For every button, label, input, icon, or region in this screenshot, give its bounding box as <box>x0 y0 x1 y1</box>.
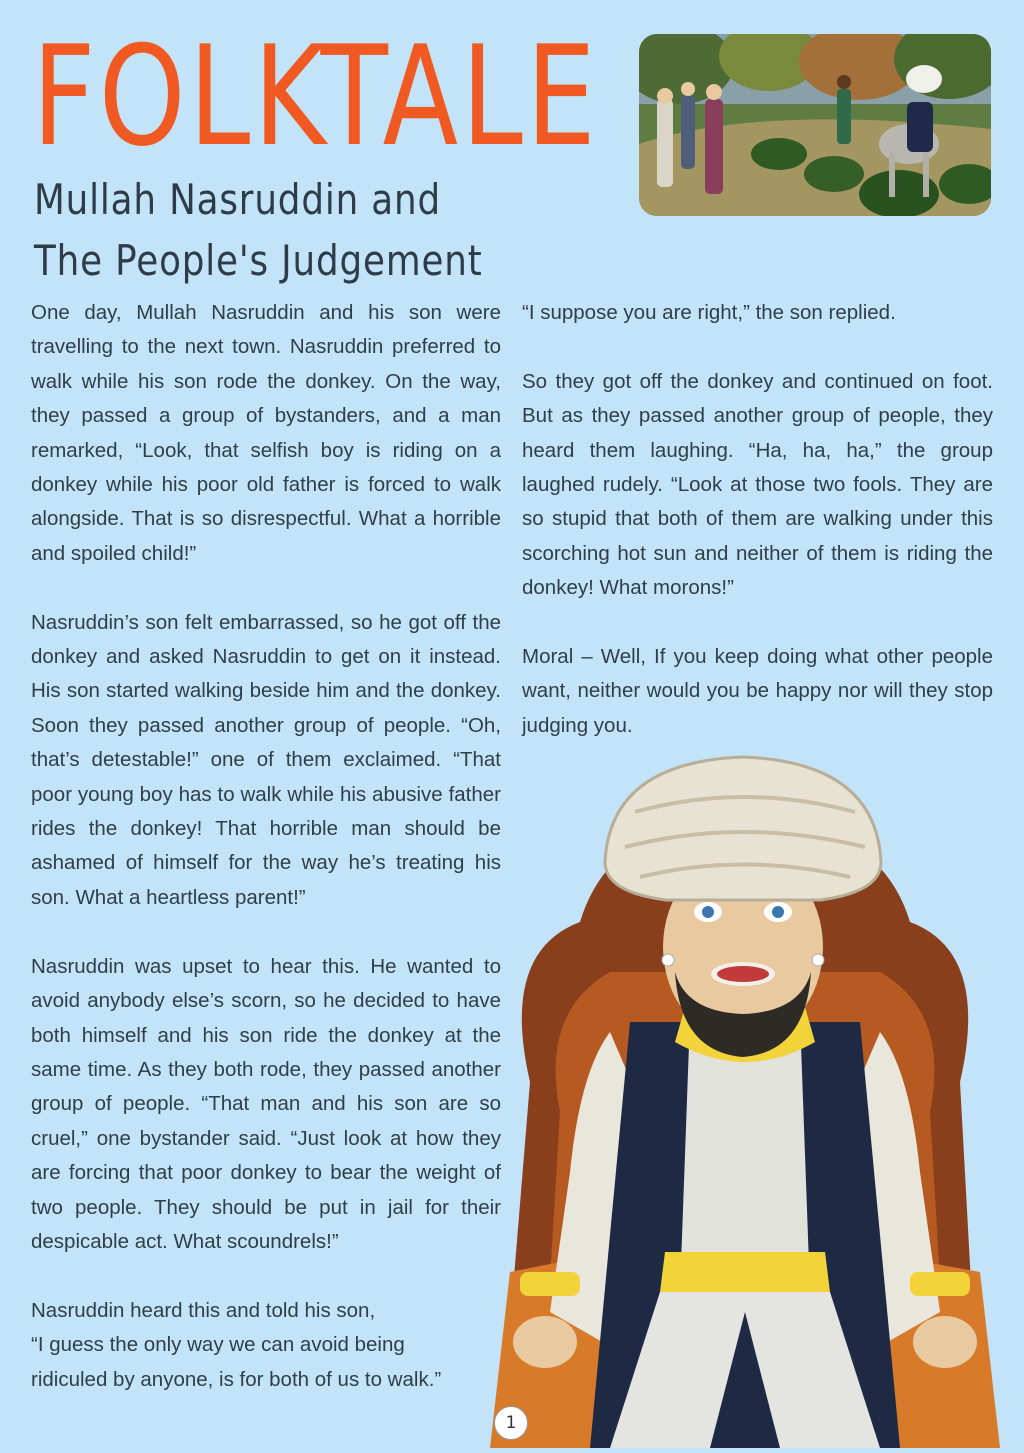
story-line: ridiculed by anyone, is for both of us to walk.” <box>31 1367 442 1391</box>
page-number-badge: 1 <box>494 1406 528 1440</box>
story-column-left <box>31 296 501 1397</box>
story-title-line-2: The People's Judgement <box>34 236 483 285</box>
nasruddin-portrait-illustration <box>460 752 1024 1448</box>
story-paragraph: “I suppose you are right,” the son replied. <box>522 301 896 324</box>
story-paragraph: So they got off the donkey and continued on foot. But as they passed another group of people, they heard them laughing. “Ha, ha, ha,” the group laughed rudely. “Look at those two fools. They are so stupid that both of them are walking under this scorching hot sun and neither of them is riding the donkey! What morons!” <box>522 369 993 600</box>
donkey-scene-illustration <box>639 34 991 216</box>
moral-paragraph: Moral – Well, If you keep doing what other people want, neither would you be happy nor will they stop judging you. <box>522 645 993 737</box>
story-paragraph: Nasruddin’s son felt embarrassed, so he got off the donkey and asked Nasruddin to get on it instead. His son started walking beside him and the donkey. Soon they passed another group of people. “Oh, that’s detestable!” one of them exclaimed. “That poor young boy has to walk while his abusive father rides the donkey! That horrible man should be ashamed of himself for the way he’s treating his son. What a heartless parent!” <box>31 610 501 909</box>
story-paragraph-ending <box>31 1294 501 1397</box>
story-line: “I guess the only way we can avoid being <box>31 1333 405 1357</box>
story-paragraph: Nasruddin was upset to hear this. He wanted to avoid anybody else’s scorn, so he decided to have both himself and his son ride the donkey at the same time. As they both rode, they passed another group of people. “That man and his son are so cruel,” one bystander said. “Just look at how they are forcing that poor donkey to bear the weight of two people. They should be put in jail for their despicable act. What scoundrels!” <box>31 954 501 1253</box>
story-column-right <box>522 296 993 743</box>
page-title: FOLKTALE <box>32 16 599 177</box>
story-title-line-1: Mullah Nasruddin and <box>34 175 441 224</box>
story-line: Nasruddin heard this and told his son, <box>31 1298 376 1322</box>
story-paragraph: One day, Mullah Nasruddin and his son were travelling to the next town. Nasruddin preferred to walk while his son rode the donkey. On the way, they passed a group of bystanders, and a man remarked, “Look, that selfish boy is riding on a donkey while his poor old father is forced to walk alongside. That is so disrespectful. What a horrible and spoiled child!” <box>31 301 501 565</box>
